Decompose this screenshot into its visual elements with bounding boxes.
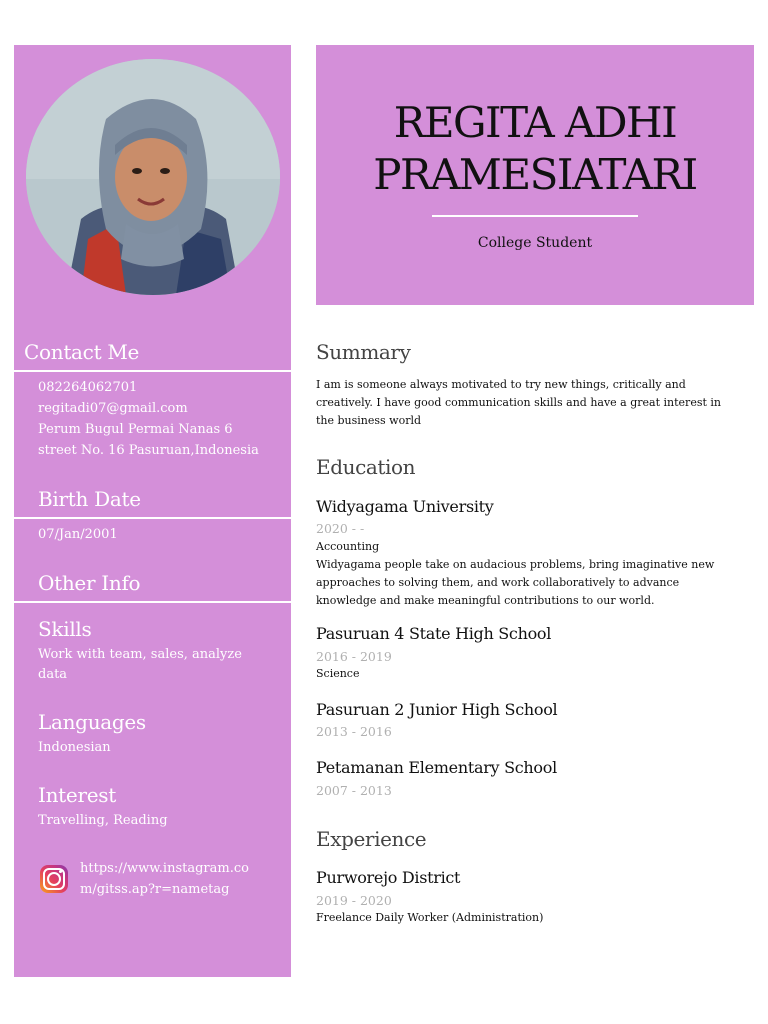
profile-photo-illustration	[26, 59, 280, 295]
name-line-1: REGITA ADHI	[393, 98, 677, 147]
email-address: regitadi07@gmail.com	[38, 401, 188, 416]
interest-value: Travelling, Reading	[38, 813, 168, 828]
summary-line-2: creatively. I have good communication skills and have a great interest in	[316, 396, 721, 409]
education-desc-line-2: approaches to solving them, and work collaboratively to advance	[316, 576, 680, 589]
education-dates-1: 2020 - -	[316, 521, 365, 536]
experience-dates-1: 2019 - 2020	[316, 893, 392, 908]
education-dates-4: 2007 - 2013	[316, 783, 392, 798]
profile-photo	[26, 59, 280, 295]
summary-heading: Summary	[316, 340, 411, 364]
summary-line-3: the business world	[316, 414, 422, 427]
instagram-link-line-1[interactable]: https://www.instagram.co	[80, 861, 249, 876]
skills-heading: Skills	[38, 617, 92, 641]
education-desc-line-1: Widyagama people take on audacious problems, bring imaginative new	[316, 558, 715, 571]
education-desc-line-3: knowledge and make meaningful contributions to our world.	[316, 594, 655, 607]
education-field-1: Accounting	[316, 540, 380, 553]
name-divider	[432, 215, 638, 217]
languages-value: Indonesian	[38, 740, 111, 755]
other-info-divider	[14, 601, 291, 603]
education-title-2: Pasuruan 4 State High School	[316, 624, 552, 643]
experience-title-1: Purworejo District	[316, 868, 461, 887]
education-description-1	[316, 556, 726, 610]
education-title-3: Pasuruan 2 Junior High School	[316, 700, 558, 719]
education-heading: Education	[316, 455, 416, 479]
contact-heading: Contact Me	[24, 340, 140, 364]
address-line-1: Perum Bugul Permai Nanas 6	[38, 422, 233, 437]
birth-date-divider	[14, 517, 291, 519]
other-info-heading: Other Info	[38, 571, 141, 595]
education-dates-3: 2013 - 2016	[316, 724, 392, 739]
phone-number: 082264062701	[38, 380, 138, 395]
languages-heading: Languages	[38, 710, 146, 734]
interest-heading: Interest	[38, 783, 116, 807]
birth-date-value: 07/Jan/2001	[38, 527, 118, 542]
education-title-4: Petamanan Elementary School	[316, 758, 557, 777]
instagram-link-line-2[interactable]: m/gitss.ap?r=nametag	[80, 882, 230, 897]
instagram-icon[interactable]	[40, 865, 68, 893]
job-title: College Student	[477, 235, 593, 251]
education-dates-2: 2016 - 2019	[316, 649, 392, 664]
experience-role-1: Freelance Daily Worker (Administration)	[316, 911, 544, 924]
sidebar	[14, 45, 291, 977]
birth-date-heading: Birth Date	[38, 487, 141, 511]
name-line-2: PRAMESIATARI	[373, 150, 697, 199]
instagram-link[interactable]	[80, 858, 280, 900]
summary-line-1: I am is someone always motivated to try new things, critically and	[316, 378, 686, 391]
experience-heading: Experience	[316, 827, 427, 851]
address-line-2: street No. 16 Pasuruan,Indonesia	[38, 443, 259, 458]
full-name	[316, 97, 754, 201]
name-header	[316, 45, 754, 305]
education-field-2: Science	[316, 667, 360, 680]
skills-line-2: data	[38, 667, 68, 682]
education-title-1: Widyagama University	[316, 497, 494, 516]
summary-text	[316, 376, 726, 430]
skills-line-1: Work with team, sales, analyze	[38, 647, 242, 662]
contact-divider	[14, 370, 291, 372]
